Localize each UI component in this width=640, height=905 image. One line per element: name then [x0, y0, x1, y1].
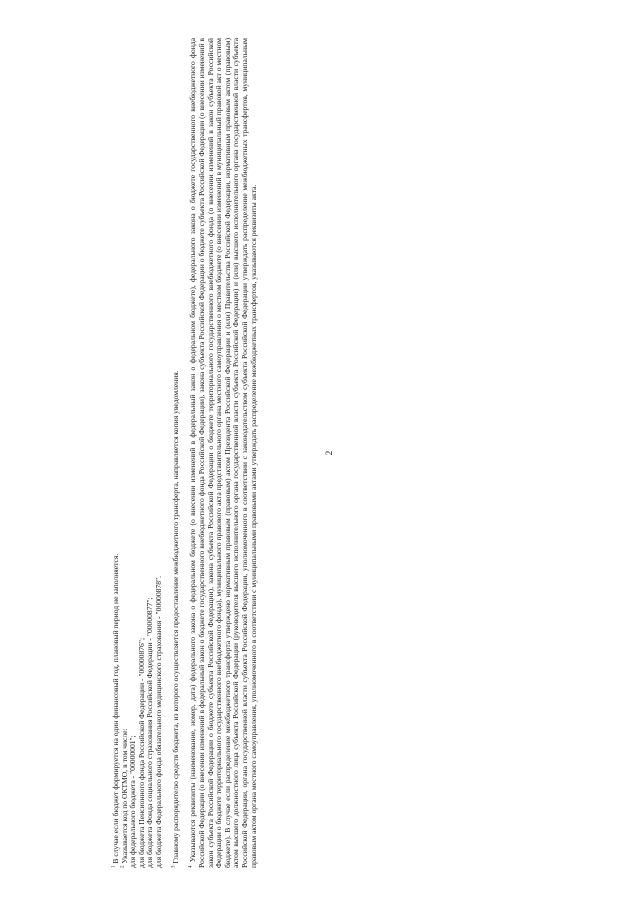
footnote-2-mark: 2 — [120, 865, 126, 868]
footnote-1-mark: 1 — [111, 865, 117, 868]
footnote-3-mark: 3 — [171, 865, 177, 868]
footnote-3 — [172, 38, 181, 868]
footnote-2-text: Указывается код по ОКТМО, в том числе: — [119, 728, 129, 864]
footnote-2-line: для бюджета Федерального фонда обязательного медицинского страхования - "00000878". — [153, 575, 163, 868]
footnote-4 — [189, 38, 258, 868]
footnote-2-line: для бюджета Пенсионного фонда Российской Федерации - "00000876"; — [136, 637, 146, 868]
footnote-4-mark: 4 — [188, 865, 194, 868]
footnote-2-line: для бюджета Фонда социального страхования Российской Федерации - "00000877"; — [145, 597, 155, 868]
footnote-1-text: В случае если бюджет формируется на один финансовый год, плановый период не заполняется. — [111, 553, 120, 864]
footnote-2-line: для федерального бюджета - "00000001"; — [128, 735, 138, 868]
footnote-4-text: Указываются реквизиты (наименование, номер, дата) федерального закона о федеральном бюджете (о внесении изменений в федеральный закон о федеральном бюджете), федерального закона о бюджете государственного внебюджетного фонда Российской Федерации (о внесении изменений в федеральный закон о бюджете государственного внебюджетного фонда Российской Федерации), закона субъекта Российской Федерации о бюджете субъекта Российской Федерации (о внесении изменений в закон субъекта Российской Федерации о бюджете субъекта Российской Федерации), закона субъекта Российской Федерации о бюджете территориального государственного внебюджетного фонда (о внесении изменений в закон субъекта Российской Федерации о бюджете территориального государственного внебюджетного фонда), муниципального правового акта представительного органа местного самоуправления о местном бюджете (о внесении изменений в муниципальный правовой акт о местном бюджете). В случае если распределение межбюджетного трансферта утверждено нормативным правовым (правовым) актом Президента Российской Федерации и (или) Правительства Российской Федерации, нормативным правовым актом (правовым) актом высшего должностного лица субъекта Российской Федерации (руководителя высшего исполнительного органа государственной власти субъекта Российской Федерации) и (или) высшего исполнительного органа государственной власти субъекта Российской Федерации, органа государственной власти субъекта Российской Федерации, уполномоченного в соответствии с законодательством субъекта Российской Федерации утверждать распределение межбюджетных трансфертов, муниципальным правовым актом органа местного самоуправления, уполномоченного в соответствии с муниципальными правовыми актами утверждать распределение межбюджетных трансфертов, указываются реквизиты акта. — [188, 38, 258, 868]
footnote-3-text: Главному распорядителю средств бюджета, из которого осуществляется предоставление межбюджетного трансферта, направляется копия уведомления. — [171, 370, 181, 864]
footnotes-block — [112, 38, 258, 868]
page-number: 2 — [324, 450, 334, 456]
